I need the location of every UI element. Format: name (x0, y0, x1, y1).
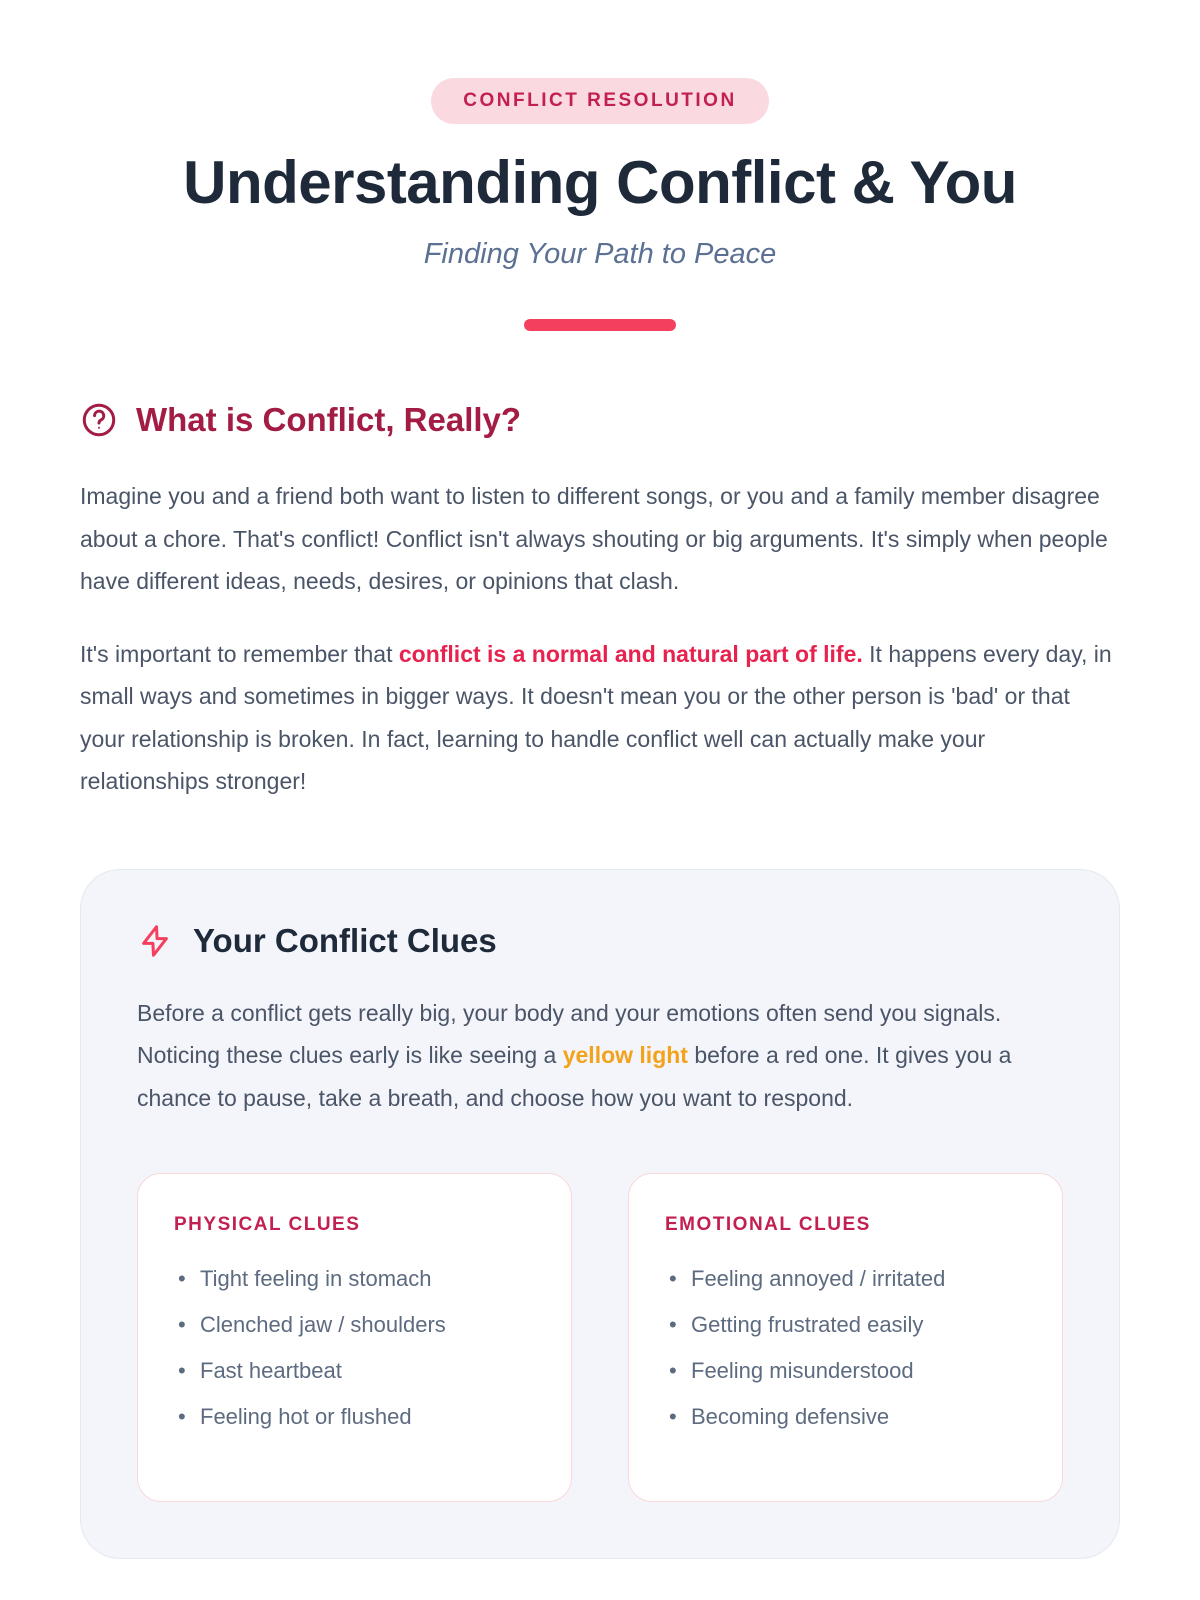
physical-clues-title: PHYSICAL CLUES (174, 1214, 361, 1236)
emotional-clues-title: EMOTIONAL CLUES (665, 1214, 871, 1236)
paragraph-text: Before a conflict gets really big, your body and your emotions often send you signals. Noticing these clues early is like seeing a (137, 999, 1002, 1069)
list-item: • Clenched jaw / shoulders (174, 1302, 535, 1348)
section-heading-what (80, 401, 1120, 439)
paragraph-conflict-is-normal (80, 633, 1120, 803)
header (80, 78, 1120, 331)
list-item: • Tight feeling in stomach (174, 1256, 535, 1302)
page-subtitle: Finding Your Path to Peace (423, 238, 777, 270)
conflict-clues-card (80, 869, 1120, 1560)
highlight-conflict-normal: conflict is a normal and natural part of life. (398, 640, 863, 667)
paragraph-text: before a red one. It gives you a chance to pause, take a breath, and choose how you want to respond. (137, 1042, 1012, 1111)
paragraph-text: Imagine you and a friend both want to listen to different songs, or you and a family member disagree about a chore. That's conflict! Conflict isn't always shouting or big arguments. It's simply when people have different ideas, needs, desires, or opinions that clash. (80, 483, 1108, 595)
category-badge: CONFLICT RESOLUTION (431, 78, 768, 124)
paragraph-what-is-conflict (80, 475, 1120, 603)
list-item: • Becoming defensive (665, 1394, 1026, 1440)
section-heading-label: Your Conflict Clues (193, 921, 497, 959)
emotional-clues-box (628, 1173, 1063, 1502)
accent-divider (524, 319, 676, 331)
paragraph-text: It happens every day, in small ways and sometimes in bigger ways. It doesn't mean you or the other person is 'bad' or that your relationship is broken. In fact, learning to handle conflict well can actually make your relationships stronger! (80, 640, 1112, 795)
clues-grid (137, 1173, 1063, 1502)
section-heading-clues (137, 922, 1063, 960)
lightning-bolt-icon (137, 923, 173, 959)
list-item: • Feeling annoyed / irritated (665, 1256, 1026, 1302)
paragraph-clues-intro (137, 992, 1063, 1120)
page-title: Understanding Conflict & You (183, 149, 1017, 216)
emotional-clues-list (665, 1256, 1026, 1439)
highlight-yellow-light: yellow light (562, 1042, 688, 1069)
physical-clues-list (174, 1256, 535, 1439)
section-heading-label: What is Conflict, Really? (136, 401, 522, 438)
list-item: • Feeling hot or flushed (174, 1394, 535, 1440)
section-what-is-conflict (80, 401, 1120, 803)
paragraph-text: It's important to remember that (80, 640, 399, 667)
question-circle-icon (80, 401, 118, 439)
list-item: • Getting frustrated easily (665, 1302, 1026, 1348)
physical-clues-box (137, 1173, 572, 1502)
list-item: • Feeling misunderstood (665, 1348, 1026, 1394)
list-item: • Fast heartbeat (174, 1348, 535, 1394)
